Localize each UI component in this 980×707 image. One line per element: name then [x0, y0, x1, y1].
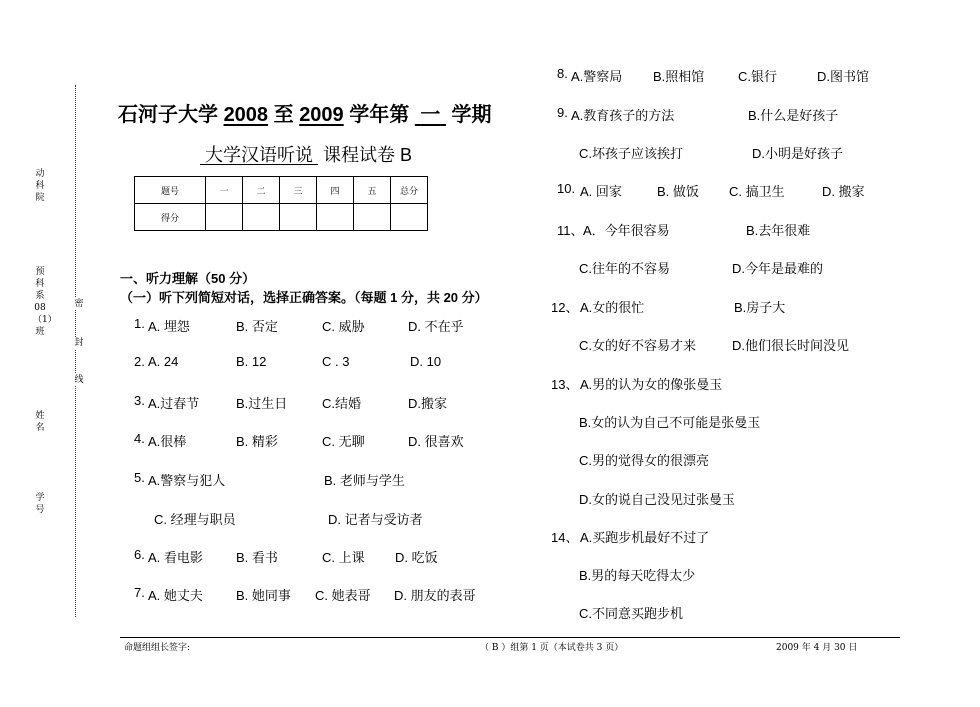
q2-option-a: A. 24 — [148, 354, 179, 369]
q3-option-b: B.过生日 — [236, 396, 288, 411]
q10-option-a: A. 回家 — [580, 184, 622, 199]
q12-option-d: D.他们很长时间没见 — [732, 338, 850, 353]
score-cell[interactable] — [317, 204, 354, 231]
seal-mi: 密 — [72, 298, 86, 310]
q7-number: 7. — [134, 585, 145, 600]
q11-option-d: D.今年是最难的 — [732, 261, 824, 276]
q1-option-c: C. 威胁 — [322, 319, 365, 334]
q5-option-d: D. 记者与受访者 — [328, 512, 423, 527]
q14-option-c: C.不同意买跑步机 — [579, 606, 684, 621]
q11-option-b: B.去年很难 — [746, 223, 811, 238]
q3-number: 3. — [134, 393, 145, 408]
q8-option-a: A.警察局 — [571, 69, 623, 84]
score-header-cell: 一 — [206, 177, 243, 204]
q6-option-b: B. 看书 — [236, 550, 278, 565]
q13-option-c: C.男的觉得女的很漂亮 — [579, 453, 710, 468]
q7-option-d: D. 朋友的表哥 — [394, 588, 476, 603]
course-title — [200, 141, 412, 167]
score-cell[interactable] — [243, 204, 280, 231]
q1-option-a: A. 埋怨 — [148, 319, 190, 334]
score-header-cell: 三 — [280, 177, 317, 204]
course-name: 大学汉语听说 — [205, 145, 314, 165]
q14-number: 14、 — [551, 530, 579, 545]
q4-option-b: B. 精彩 — [236, 434, 278, 449]
q1-number: 1. — [134, 316, 145, 331]
q6-option-a: A. 看电影 — [148, 550, 203, 565]
q13-option-d: D.女的说自己没见过张曼玉 — [579, 492, 736, 507]
q5-number: 5. — [134, 470, 145, 485]
q7-option-c: C. 她表哥 — [315, 588, 371, 603]
footer-date: 2009 年 4 月 30 日 — [776, 643, 858, 653]
q13-number: 13、 — [551, 377, 579, 392]
footer-rule — [120, 637, 900, 638]
q2-option-b: B. 12 — [236, 354, 267, 369]
year-end: 2009 — [299, 104, 344, 126]
q8-number: 8. — [557, 66, 568, 81]
seal-xian: 线 — [72, 374, 86, 386]
side-class-info: 预科 系08（1）班 — [33, 267, 57, 337]
q5-option-b: B. 老师与学生 — [324, 473, 405, 488]
score-table-score-row — [135, 204, 428, 231]
q14-option-a: A.买跑步机最好不过了 — [580, 530, 710, 545]
q13-option-b: B.女的认为自己不可能是张曼玉 — [579, 415, 761, 430]
q3-option-c: C.结婚 — [322, 396, 362, 411]
side-name: 姓名 — [35, 411, 45, 433]
q9-number: 9. — [557, 105, 568, 120]
q8-option-d: D.图书馆 — [817, 69, 870, 84]
score-header-cell: 二 — [243, 177, 280, 204]
binding-dotted-line — [75, 85, 76, 617]
section-1-title: 一、听力理解（50 分） — [120, 271, 256, 286]
q12-number: 12、 — [551, 300, 579, 315]
q11-number: 11、 — [557, 223, 584, 238]
q2-option-c: C . 3 — [322, 354, 350, 369]
course-suffix: 课程试卷 B — [323, 145, 413, 165]
q10-option-c: C. 搞卫生 — [729, 184, 785, 199]
seal-feng: 封 — [72, 337, 86, 349]
score-cell[interactable] — [206, 204, 243, 231]
q14-option-b: B.男的每天吃得太少 — [579, 568, 696, 583]
q4-option-c: C. 无聊 — [322, 434, 365, 449]
q7-option-a: A. 她丈夫 — [148, 588, 203, 603]
q4-option-d: D. 很喜欢 — [408, 434, 464, 449]
q11-option-a: A．今年很容易 — [583, 223, 670, 238]
q9-option-a: A.教育孩子的方法 — [571, 108, 675, 123]
q9-option-c: C.坏孩子应该挨打 — [579, 146, 684, 161]
q6-option-d: D. 吃饭 — [395, 550, 438, 565]
q6-option-c: C. 上课 — [322, 550, 365, 565]
q12-option-a: A.女的很忙 — [580, 300, 645, 315]
footer-page-info: （ B ）组第 1 页（本试卷共 3 页） — [480, 643, 624, 653]
q2-option-d: D. 10 — [410, 354, 442, 369]
q3-option-a: A.过春节 — [148, 396, 200, 411]
score-header-cell: 题号 — [135, 177, 206, 204]
q8-option-c: C.银行 — [738, 69, 778, 84]
exam-title — [118, 98, 492, 127]
word-to: 至 — [273, 104, 294, 126]
score-row-label: 得分 — [135, 204, 206, 231]
q4-option-a: A.很棒 — [148, 434, 187, 449]
q6-number: 6. — [134, 547, 145, 562]
term-number: 一 — [420, 104, 441, 126]
q4-number: 4. — [134, 431, 145, 446]
q10-option-b: B. 做饭 — [657, 184, 699, 199]
q3-option-d: D.搬家 — [408, 396, 448, 411]
q12-option-b: B.房子大 — [734, 300, 786, 315]
q12-option-c: C.女的好不容易才来 — [579, 338, 697, 353]
side-student-id: 学号 — [35, 493, 45, 515]
q1-option-b: B. 否定 — [236, 319, 278, 334]
school-name: 石河子大学 — [118, 104, 218, 126]
score-header-cell: 四 — [317, 177, 354, 204]
q11-option-c: C.往年的不容易 — [579, 261, 671, 276]
word-year-term: 学年第 — [349, 104, 410, 126]
section-1-instructions: （一）听下列简短对话，选择正确答案。（每题 1 分，共 20 分） — [120, 290, 488, 305]
q10-number: 10. — [557, 181, 576, 196]
q5-option-c: C. 经理与职员 — [154, 512, 236, 527]
q8-option-b: B.照相馆 — [653, 69, 705, 84]
footer-signature-label: 命题组组长签字: — [124, 643, 191, 653]
score-table — [134, 176, 428, 231]
score-cell[interactable] — [280, 204, 317, 231]
q9-option-b: B.什么是好孩子 — [748, 108, 839, 123]
score-header-cell: 五 — [354, 177, 391, 204]
q2-number: 2. — [134, 354, 145, 369]
q13-option-a: A.男的认为女的像张曼玉 — [580, 377, 723, 392]
q1-option-d: D. 不在乎 — [408, 319, 464, 334]
score-cell[interactable] — [354, 204, 391, 231]
word-term: 学期 — [451, 104, 492, 126]
q10-option-d: D. 搬家 — [822, 184, 865, 199]
q5-option-a: A.警察与犯人 — [148, 473, 226, 488]
year-start: 2008 — [223, 104, 269, 126]
score-cell[interactable] — [391, 204, 428, 231]
side-college: 动科院 — [35, 169, 45, 203]
score-header-cell: 总分 — [391, 177, 428, 204]
q9-option-d: D.小明是好孩子 — [752, 146, 844, 161]
q7-option-b: B. 她同事 — [236, 588, 291, 603]
score-table-header-row — [135, 177, 428, 204]
